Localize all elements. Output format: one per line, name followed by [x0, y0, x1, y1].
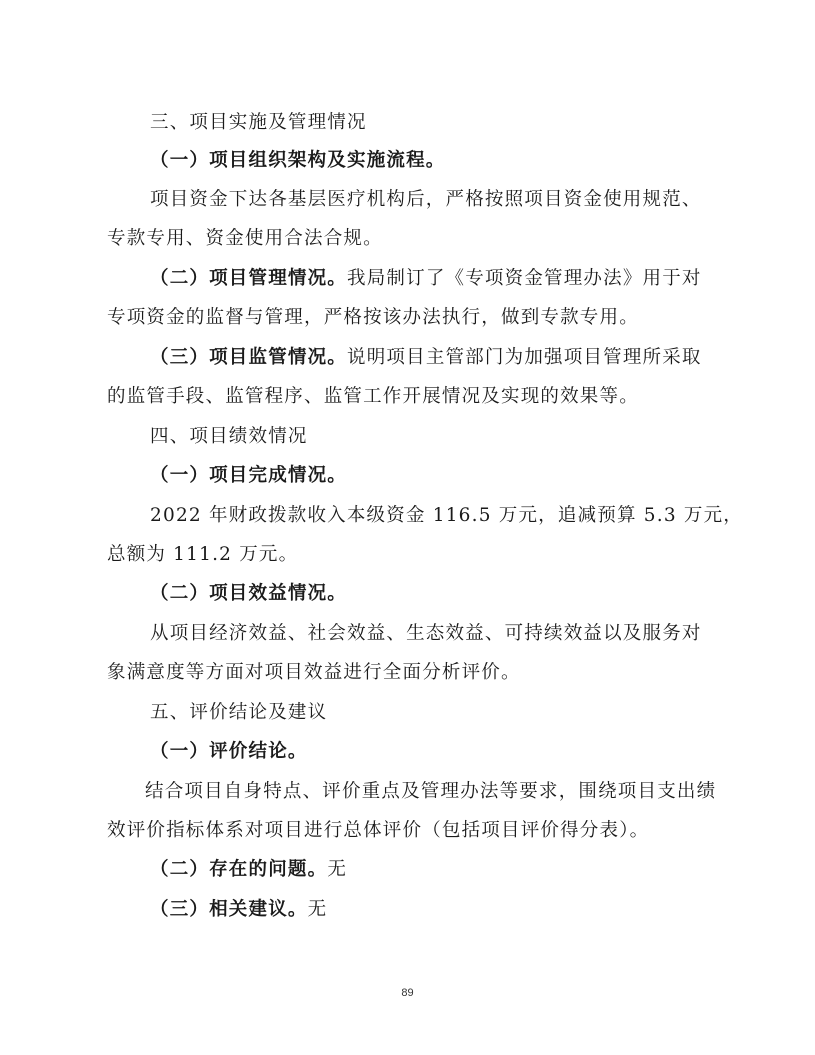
- paragraph-line: [150, 897, 327, 923]
- line-heading: （二）项目效益情况。: [150, 583, 348, 604]
- line-heading: （二）项目管理情况。: [150, 268, 348, 289]
- subsection-heading: [150, 739, 308, 765]
- line-heading: （一）项目完成情况。: [150, 465, 348, 486]
- line-text: 四、项目绩效情况: [150, 426, 308, 447]
- line-heading: （三）项目监管情况。: [150, 347, 348, 368]
- paragraph-line: [150, 345, 702, 371]
- paragraph-line: [107, 305, 639, 331]
- subsection-heading: [150, 581, 347, 607]
- line-text: 无: [327, 859, 348, 880]
- paragraph-line: [107, 542, 298, 568]
- line-text: 项目资金下达各基层医疗机构后，严格按照项目资金使用规范、: [150, 189, 702, 210]
- line-text: 专款专用、资金使用合法合规。: [107, 228, 383, 249]
- line-text: 象满意度等方面对项目效益进行全面分析评价。: [107, 662, 521, 683]
- paragraph-line: [150, 857, 347, 883]
- page-number: 89: [401, 987, 414, 999]
- paragraph-line: [150, 503, 743, 529]
- line-text: 效评价指标体系对项目进行总体评价（包括项目评价得分表）。: [107, 820, 650, 841]
- section-heading: [150, 700, 327, 726]
- section-heading: [150, 110, 367, 136]
- paragraph-line: [150, 621, 702, 647]
- line-text: 三、项目实施及管理情况: [150, 112, 367, 133]
- line-text: 总额为 111.2 万元。: [107, 544, 299, 565]
- line-heading: （一）评价结论。: [150, 741, 308, 762]
- line-text: 的监管手段、监管程序、监管工作开展情况及实现的效果等。: [107, 386, 639, 407]
- line-text: 说明项目主管部门为加强项目管理所采取: [347, 347, 702, 368]
- paragraph-line: [107, 660, 521, 686]
- line-text: 无: [307, 899, 328, 920]
- line-heading: （三）相关建议。: [150, 899, 308, 920]
- section-heading: [150, 424, 308, 450]
- line-heading: （一）项目组织架构及实施流程。: [150, 150, 446, 171]
- line-text: 五、评价结论及建议: [150, 702, 328, 723]
- line-text: 2022 年财政拨款收入本级资金 116.5 万元，追减预算 5.3 万元，: [150, 505, 743, 526]
- subsection-heading: [150, 148, 446, 174]
- line-heading: （二）存在的问题。: [150, 859, 328, 880]
- paragraph-line: [145, 779, 716, 805]
- line-text: 专项资金的监督与管理，严格按该办法执行，做到专款专用。: [107, 307, 639, 328]
- subsection-heading: [150, 463, 347, 489]
- paragraph-line: [107, 226, 383, 252]
- line-text: 从项目经济效益、社会效益、生态效益、可持续效益以及服务对: [150, 623, 702, 644]
- paragraph-line: [150, 187, 702, 213]
- line-text: 我局制订了《专项资金管理办法》用于对: [347, 268, 702, 289]
- paragraph-line: [107, 818, 649, 844]
- paragraph-line: [107, 384, 639, 410]
- line-text: 结合项目自身特点、评价重点及管理办法等要求，围绕项目支出绩: [145, 781, 717, 802]
- paragraph-line: [150, 266, 702, 292]
